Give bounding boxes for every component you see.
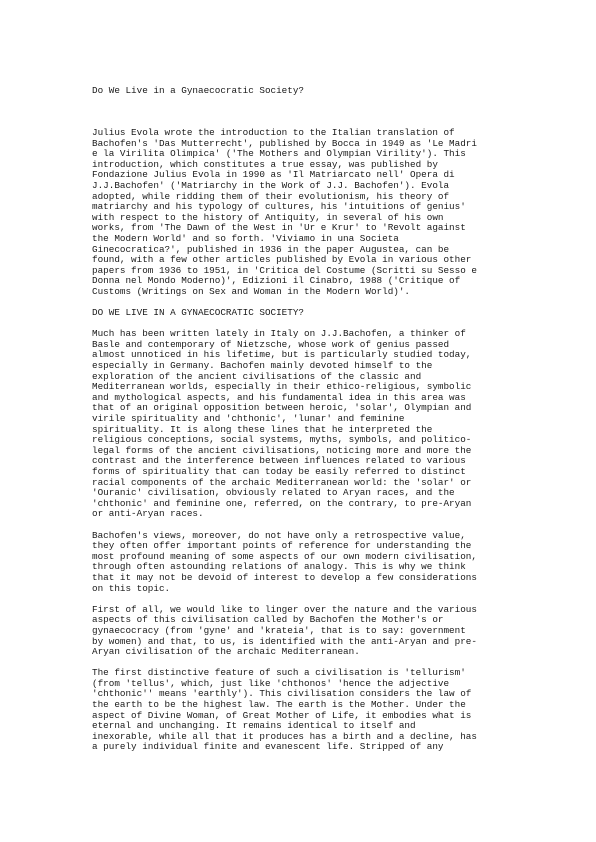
- intro-paragraph: Julius Evola wrote the introduction to the Italian translation of Bachofen's 'Das Mutterrecht', published by Bocca in 1949 as 'Le Madri e la Virilita Olimpica' ('The Mothers and Olympian Virility'). This introduction, which constitutes a true essay, was published by Fondazione Julius Evola in 1990 as 'Il Matriarcato nell' Opera di J.J.Bachofen' ('Matriarchy in the Work of J.J. Bachofen'). Evola adopted, while ridding them of their evolutionism, his theory of matriarchy and his typology of cultures, his 'intuitions of genius' with respect to the history of Antiquity, in several of his own works, from 'The Dawn of the West in 'Ur e Krur' to 'Revolt against the Modern World' and so forth. 'Viviamo in una Societa Ginecocratica?', published in 1936 in the paper Augustea, can be found, with a few other articles published by Evola in various other papers from 1936 to 1951, in 'Critica del Costume (Scritti su Sesso e Donna nel Mondo Moderno)', Edizioni il Cinabro, 1988 ('Critique of Customs (Writings on Sex and Woman in the Modern World)'.: [92, 127, 477, 297]
- body-paragraph-4: The first distinctive feature of such a civilisation is 'tellurism' (from 'tellus', which, just like 'chthonos' 'hence the adjective 'chthonic'' means 'earthly'). This civilisation considers the law of the earth to be the highest law. The earth is the Mother. Under the aspect of Divine Woman, of Great Mother of Life, it embodies what is eternal and unchanging. It remains identical to itself and inexorable, while all that it produces has a birth and a decline, has a purely individual finite and evanescent life. Stripped of any: [92, 667, 477, 753]
- body-paragraph-3: First of all, we would like to linger over the nature and the various aspects of this civilisation called by Bachofen the Mother's or gynaecocracy (from 'gyne' and 'krateia', that is to say: government by women) and that, to us, is identified with the anti-Aryan and pre- Aryan civilisation of the archaic Mediterranean.: [92, 603, 477, 658]
- document-title: Do We Live in a Gynaecocratic Society?: [92, 85, 305, 96]
- body-paragraph-2: Bachofen's views, moreover, do not have only a retrospective value, they often offer important points of reference for understanding the most profound meaning of some aspects of our own modern civilisation, through often astounding relations of analogy. This is why we think that it may not be devoid of interest to develop a few considerations on this topic.: [92, 529, 477, 594]
- section-heading: DO WE LIVE IN A GYNAECOCRATIC SOCIETY?: [92, 307, 305, 319]
- document-body: [92, 128, 522, 764]
- body-paragraph-1: Much has been written lately in Italy on J.J.Bachofen, a thinker of Basle and contemporary of Nietzsche, whose work of genius passed almost unnoticed in his lifetime, but is particularly studied today, especially in Germany. Bachofen mainly devoted himself to the exploration of the ancient civilisations of the classic and Mediterranean worlds, especially in their ethico-religious, symbolic and mythological aspects, and his fundamental idea in this area was that of an original opposition between heroic, 'solar', Olympian and virile spirituality and 'chthonic', 'lunar' and feminine spirituality. It is along these lines that he interpreted the religious conceptions, social systems, myths, symbols, and politico- legal forms of the ancient civilisations, noticing more and more the contrast and the interference between influences related to various forms of spirituality that can today be easily referred to distinct racial components of the archaic Mediterranean world: the 'solar' or 'Ouranic' civilisation, obviously related to Aryan races, and the 'chthonic' and feminine one, referred, on the contrary, to pre-Aryan or anti-Aryan races.: [92, 328, 472, 520]
